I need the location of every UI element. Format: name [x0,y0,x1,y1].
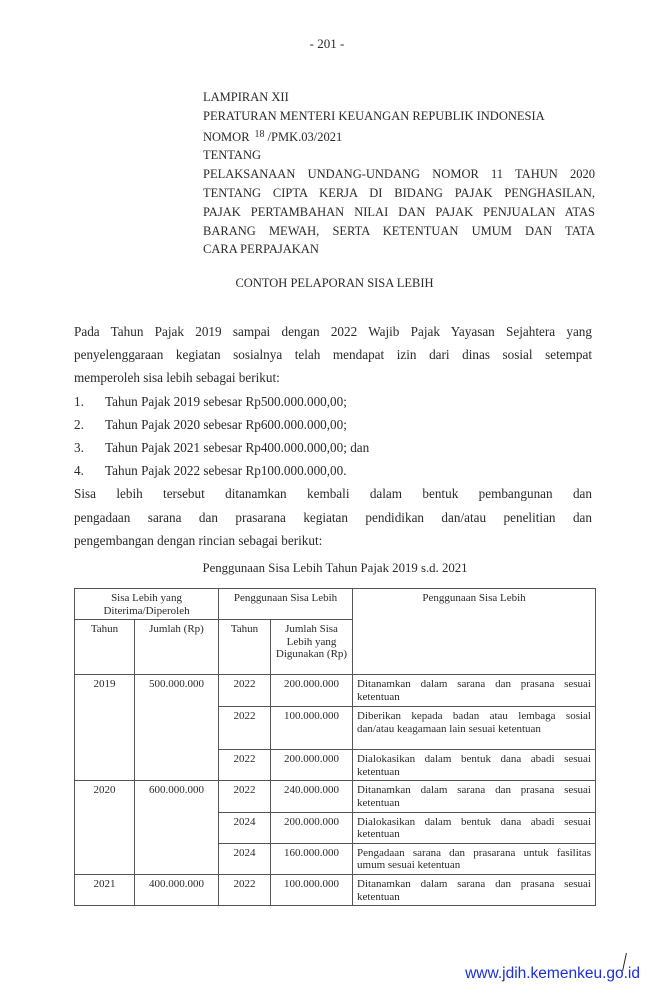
tentang-label: TENTANG [203,148,262,163]
list-item [74,390,592,413]
list-text: Tahun Pajak 2019 sebesar Rp500.000.000,00; [105,393,347,409]
list-number: 3. [74,440,84,456]
nomor-prefix: NOMOR [203,129,250,144]
received-amount: 500.000.000 [135,675,219,781]
nomor-value: 18 [254,128,265,140]
outro-paragraph [74,482,592,552]
header-year: Tahun [75,620,135,675]
list-text: Tahun Pajak 2022 sebesar Rp100.000.000,00. [105,463,347,479]
received-year: 2020 [75,781,135,875]
lampiran-label: LAMPIRAN XII [203,90,289,104]
table-row [75,675,596,707]
usage-amount: 200.000.000 [271,675,353,707]
usage-description: Dialokasikan dalam bentuk dana abadi sesuai ketentuan [353,750,596,781]
usage-year: 2022 [219,781,271,812]
body-text [74,320,592,552]
usage-description: Dialokasikan dalam bentuk dana abadi sesuai ketentuan [353,812,596,843]
document-header [203,88,595,259]
received-amount: 400.000.000 [135,874,219,905]
paragraph-line: pengadaan sarana dan prasarana kegiatan pendidikan dan/atau penelitian dan [74,509,592,525]
table-caption: Penggunaan Sisa Lebih Tahun Pajak 2019 s.d. 2021 [202,561,468,575]
usage-year: 2024 [219,843,271,874]
regulation-name: PERATURAN MENTERI KEUANGAN REPUBLIK INDONESIA [203,108,545,123]
usage-year: 2022 [219,750,271,781]
paragraph-line: Pada Tahun Pajak 2019 sampai dengan 2022 Wajib Pajak Yayasan Sejahtera yang [74,324,592,339]
usage-amount: 200.000.000 [271,750,353,781]
usage-amount: 240.000.000 [271,781,353,812]
header-received: Sisa Lebih yang Diterima/Diperoleh [75,589,219,620]
header-year-used: Tahun [219,620,271,675]
footer-url[interactable]: www.jdih.kemenkeu.go.id [465,965,640,982]
usage-description: Ditanamkan dalam sarana dan prasana sesuai ketentuan [353,781,596,812]
subject-line: PELAKSANAAN UNDANG-UNDANG NOMOR 11 TAHUN 2020 [203,167,595,182]
header-amount-used: Jumlah Sisa Lebih yang Digunakan (Rp) [271,620,353,675]
list-item [74,436,592,459]
usage-amount: 100.000.000 [271,707,353,750]
regulation-number [203,126,595,147]
paragraph-line: penyelenggaraan kegiatan sosialnya telah mendapat izin dari dinas sosial setempat [74,347,592,363]
list-item [74,413,592,436]
subject-line: BARANG MEWAH, SERTA KETENTUAN UMUM DAN TATA [203,223,595,238]
page-number: - 201 - [309,36,345,51]
header-amount: Jumlah (Rp) [135,620,219,675]
intro-paragraph [74,320,592,390]
usage-description: Diberikan kepada badan atau lembaga sosial dan/atau keagamaan lain sesuai ketentuan [353,707,596,750]
subject-line: CARA PERPAJAKAN [203,242,319,257]
header-usage-description: Penggunaan Sisa Lebih [353,589,596,675]
subject-line: TENTANG CIPTA KERJA DI BIDANG PAJAK PENGHASILAN, [203,185,595,200]
usage-amount: 100.000.000 [271,874,353,905]
nomor-suffix: /PMK.03/2021 [267,129,343,144]
usage-year: 2022 [219,707,271,750]
list-number: 1. [74,393,84,409]
list-number: 2. [74,416,84,432]
list-text: Tahun Pajak 2021 sebesar Rp400.000.000,00; dan [105,440,370,456]
paragraph-line: pengembangan dengan rincian sebagai berikut: [74,532,323,548]
list-number: 4. [74,463,84,479]
usage-description: Ditanamkan dalam sarana dan prasana sesuai ketentuan [353,874,596,905]
table-row [75,874,596,905]
usage-amount: 160.000.000 [271,843,353,874]
section-title: CONTOH PELAPORAN SISA LEBIH [235,276,434,290]
table-row [75,781,596,812]
paragraph-line: memperoleh sisa lebih sebagai berikut: [74,370,280,386]
usage-year: 2024 [219,812,271,843]
usage-description: Ditanamkan dalam sarana dan prasana sesuai ketentuan [353,675,596,707]
received-year: 2019 [75,675,135,781]
received-amount: 600.000.000 [135,781,219,875]
usage-description: Pengadaan sarana dan prasarana untuk fasilitas umum sesuai ketentuan [353,843,596,874]
list-text: Tahun Pajak 2020 sebesar Rp600.000.000,00; [105,416,347,432]
usage-year: 2022 [219,675,271,707]
paragraph-line: Sisa lebih tersebut ditanamkan kembali dalam bentuk pembangunan dan [74,486,592,502]
regulation-subject [203,165,595,259]
surplus-usage-table [74,588,596,906]
usage-amount: 200.000.000 [271,812,353,843]
subject-line: PAJAK PERTAMBAHAN NILAI DAN PAJAK PENJUALAN ATAS [203,204,595,219]
usage-year: 2022 [219,874,271,905]
received-year: 2021 [75,874,135,905]
header-usage: Penggunaan Sisa Lebih [219,589,353,620]
surplus-list [74,390,592,483]
list-item [74,459,592,482]
